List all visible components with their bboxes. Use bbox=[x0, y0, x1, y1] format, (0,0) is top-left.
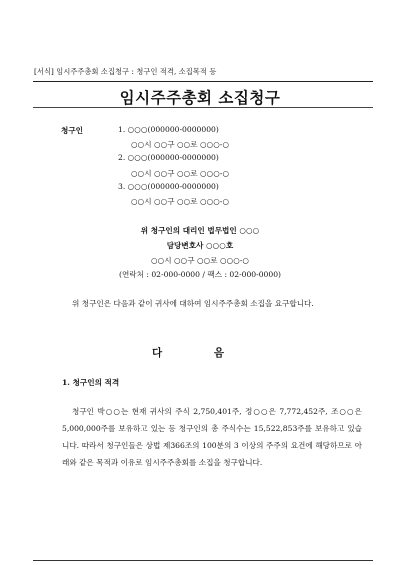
attorney-line: 담당변호사 ○○○호 bbox=[166, 241, 234, 250]
intro-paragraph: 위 청구인은 다음과 같이 귀사에 대하여 임시주주총회 소집을 요구합니다. bbox=[72, 299, 314, 308]
claimant-2-address: ○○시 ○○구 ○○로 ○○○-○ bbox=[131, 169, 230, 178]
section-heading: 다 음 bbox=[152, 347, 248, 359]
agent-line: 위 청구인의 대리인 법무법인 ○○○ bbox=[140, 226, 260, 235]
title-rule bbox=[33, 107, 373, 108]
claimant-3: 3. ○○○(000000-0000000) bbox=[118, 182, 219, 191]
document-caption: [서식] 임시주주총회 소집청구 : 청구인 적격, 소집목적 등 bbox=[34, 67, 217, 76]
claimant-3-address: ○○시 ○○구 ○○로 ○○○-○ bbox=[131, 197, 230, 206]
claimant-1: 1. ○○○(000000-0000000) bbox=[118, 125, 219, 134]
agent-address: ○○시 ○○구 ○○로 ○○○-○ bbox=[150, 256, 250, 265]
document-title: 임시주주총회 소집청구 bbox=[119, 88, 281, 107]
claimant-2: 2. ○○○(000000-0000000) bbox=[118, 153, 219, 162]
agent-contact: (연락처 : 02-000-0000 / 팩스 : 02-000-0000) bbox=[119, 270, 281, 279]
bottom-rule bbox=[33, 560, 373, 561]
top-rule bbox=[33, 81, 373, 82]
claimant-1-address: ○○시 ○○구 ○○로 ○○○-○ bbox=[131, 140, 230, 149]
claimant-label: 청구인 bbox=[61, 126, 84, 135]
section-1-title: 1. 청구인의 적격 bbox=[62, 378, 120, 387]
section-1-body: 청구인 박○○는 현재 귀사의 주식 2,750,401주, 정○○은 7,772,452주, 조○○은 5,000,000주를 보유하고 있는 등 청구인의 총 주식수는 15,522,853주를 보유하고 있습니다. 따라서 청구인들은 상법 제366조의 100분의 3 이상의 주주의 요건에 해당하므로 아래와 같은 목적과 이유로 임시주주총회를 소집을 청구합니다. bbox=[62, 407, 362, 467]
